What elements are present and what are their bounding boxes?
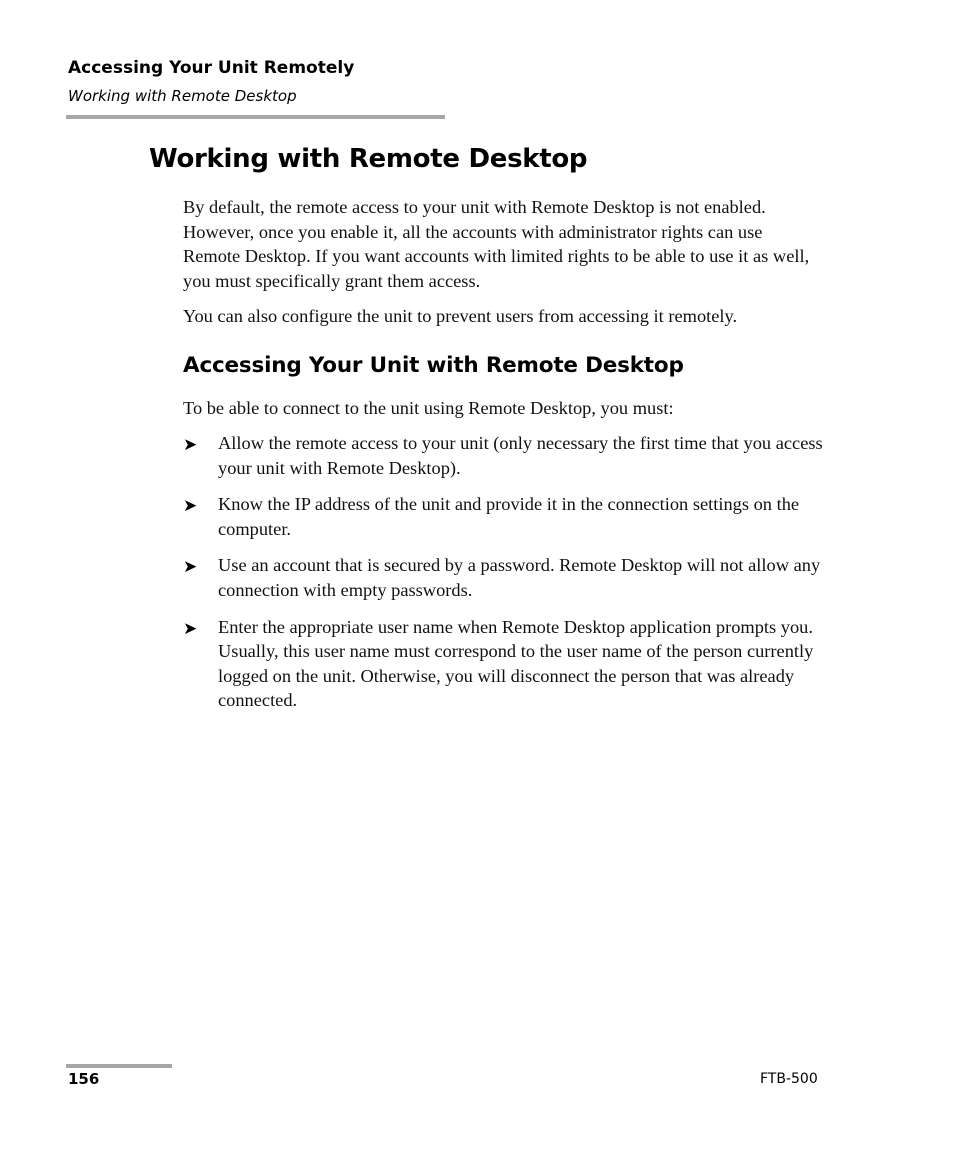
list-item-text: Use an account that is secured by a password. Remote Desktop will not allow any connection with empty passwords. [218,555,821,600]
config-paragraph: You can also configure the unit to prevent users from accessing it remotely. [183,306,738,326]
list-item [183,553,823,602]
product-code: FTB-500 [760,1071,818,1087]
list-item-text: Know the IP address of the unit and provide it in the connection settings on the computer. [218,494,800,539]
list-item [183,492,823,541]
intro-paragraph-block [183,195,823,293]
page-number: 156 [68,1070,100,1088]
requirements-intro: To be able to connect to the unit using Remote Desktop, you must: [183,398,674,418]
arrowhead-bullet-icon: ➤ [183,496,198,517]
page-title: Working with Remote Desktop [149,144,588,174]
header-section-title: Working with Remote Desktop [68,87,297,105]
arrowhead-bullet-icon: ➤ [183,435,198,455]
requirements-intro-block [183,396,823,421]
arrowhead-bullet-icon: ➤ [183,618,198,639]
list-item [183,615,823,713]
config-paragraph-block [183,304,823,329]
subsection-title: Accessing Your Unit with Remote Desktop [183,353,684,378]
list-item [183,431,823,480]
footer-divider [66,1064,172,1068]
header-divider [66,115,445,119]
header-chapter-title: Accessing Your Unit Remotely [68,58,355,78]
arrowhead-bullet-icon: ➤ [183,557,198,578]
requirements-list [183,431,823,713]
list-item-text: Enter the appropriate user name when Remote Desktop application prompts you. Usually, this user name must correspond to the user name of the person currently logged on the unit. Otherwise, you will disconnect the person that was already connected. [218,616,814,711]
list-item-text: Allow the remote access to your unit (only necessary the first time that you access your unit with Remote Desktop). [218,433,823,478]
intro-paragraph: By default, the remote access to your unit with Remote Desktop is not enabled. However, once you enable it, all the accounts with administrator rights can use Remote Desktop. If you want accounts with limited rights to be able to use it as well, you must specifically grant them access. [183,197,810,291]
